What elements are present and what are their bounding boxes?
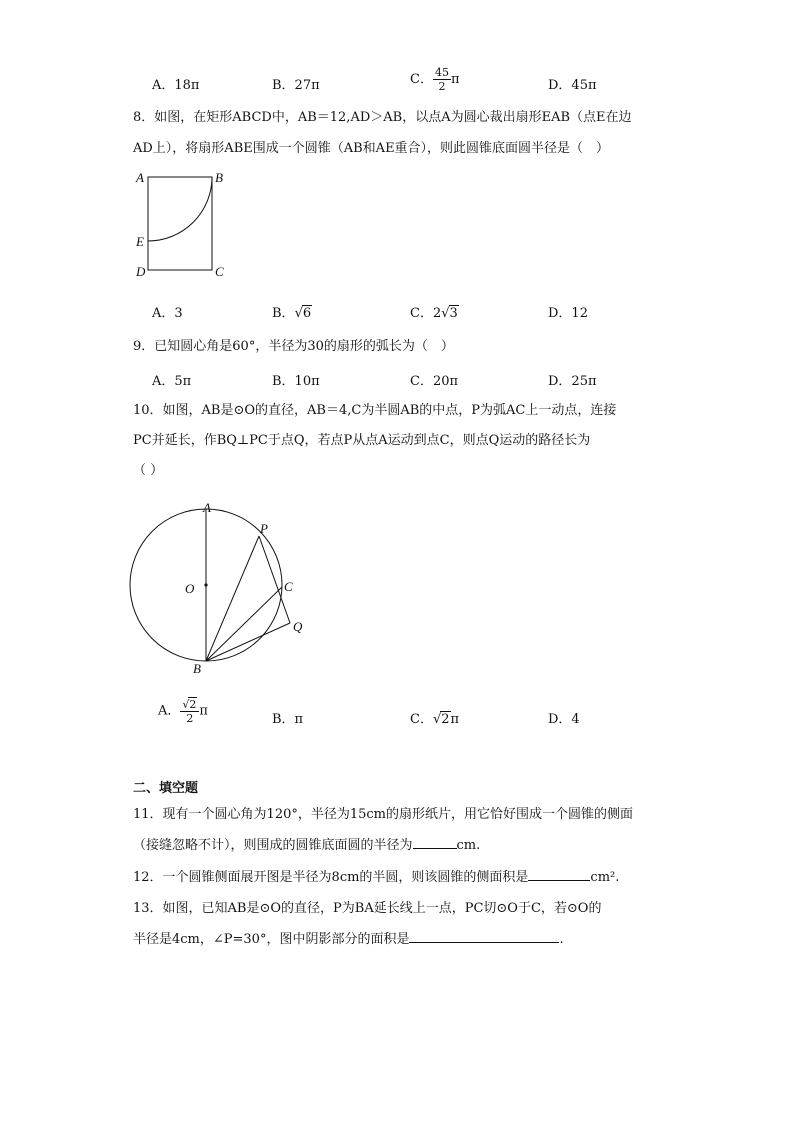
q9-option-d: D．25π <box>548 374 597 389</box>
q11-text-line1: 11．现有一个圆心角为120°，半径为15cm的扇形纸片，用它恰好围成一个圆锥的侧面 <box>133 807 634 822</box>
q10-option-a-radicand: 2 <box>189 698 197 711</box>
q11-text-line2a: （接缝忽略不计），则围成的圆锥底面圆的半径为 <box>133 838 413 853</box>
q8-label-a: A <box>136 170 144 185</box>
q10-option-a-numerator: √2 <box>180 697 199 712</box>
q10-option-a <box>158 697 208 725</box>
q12-text-line1a: 12．一个圆锥侧面展开图是半径为8cm的半圆，则该圆锥的侧面积是 <box>133 870 529 885</box>
q10-label-c: C <box>284 579 293 594</box>
q12-text-line1 <box>133 868 619 888</box>
q13-text-line2 <box>133 930 564 950</box>
q8-option-c-radicand: 3 <box>449 306 458 321</box>
q13-answer-blank[interactable] <box>409 930 559 943</box>
q10-option-b: B．π <box>272 712 304 727</box>
q7-option-c-suffix: π <box>450 72 460 87</box>
q8-label-b: B <box>215 170 223 185</box>
q13-text-line2a: 半径是4cm，∠P=30°，图中阴影部分的面积是 <box>133 932 410 947</box>
q11-text-line2b: cm. <box>456 838 481 853</box>
q10-label-b: B <box>193 661 201 676</box>
q10-text-line3: （ ） <box>133 463 164 478</box>
section-title-fill-in: 二、填空题 <box>133 781 199 796</box>
q8-option-b-label: B． <box>272 306 295 321</box>
q8-rect-abcd <box>148 177 212 270</box>
q8-label-d: D <box>136 264 146 279</box>
q7-option-a: A．18π <box>152 78 200 93</box>
q10-option-c: C．√2π <box>410 712 460 727</box>
q10-text-line1: 10．如图，AB是⊙O的直径，AB＝4,C为半圆AB的中点，P为弧AC上一动点，连接 <box>133 403 617 418</box>
q10-option-a-denominator: 2 <box>186 712 194 725</box>
q9-text-line1: 9．已知圆心角是60°，半径为30的扇形的弧长为（ ） <box>133 339 454 354</box>
q8-option-a: A．3 <box>152 306 183 321</box>
q11-text-line2 <box>133 836 480 856</box>
q10-label-o: O <box>185 581 195 596</box>
q7-option-c-label: C． <box>410 72 433 87</box>
q8-text-line1: 8．如图，在矩形ABCD中，AB＝12,AD＞AB，以点A为圆心裁出扇形EAB（点E在边 <box>133 110 632 125</box>
q10-option-c-label: C． <box>410 712 433 727</box>
q7-option-c-fraction <box>433 66 451 93</box>
q10-segment-bc <box>206 587 282 661</box>
q10-label-q: Q <box>293 619 303 634</box>
q10-segment-bq <box>206 623 290 661</box>
q7-option-c <box>410 66 460 93</box>
q10-option-a-label: A． <box>158 703 181 719</box>
q8-option-b-radicand: 6 <box>302 306 312 321</box>
q8-text-line2: AD上），将扇形ABE围成一个圆锥（AB和AE重合），则此圆锥底面圆半径是（ ） <box>133 141 610 156</box>
q9-option-b: B．10π <box>272 374 320 389</box>
q8-arc-eb <box>148 177 212 241</box>
q13-text-line2b: . <box>559 932 564 947</box>
q10-option-d: D．4 <box>548 712 580 727</box>
q10-option-c-radicand: 2 <box>441 712 450 727</box>
q10-label-a: A <box>203 500 211 515</box>
q10-option-a-fraction <box>180 697 199 725</box>
q9-option-a: A．5π <box>152 374 192 389</box>
q10-text-line2: PC并延长，作BQ⊥PC于点Q，若点P从点A运动到点C，则点Q运动的路径长为 <box>133 433 591 448</box>
q10-option-c-suffix: π <box>450 712 460 727</box>
q12-answer-blank[interactable] <box>528 868 590 881</box>
q13-text-line1: 13．如图，已知AB是⊙O的直径，P为BA延长线上一点，PC切⊙O于C，若⊙O的 <box>133 901 602 916</box>
q11-answer-blank[interactable] <box>413 836 457 849</box>
q9-option-c: C．20π <box>410 374 459 389</box>
q7-option-b: B．27π <box>272 78 320 93</box>
q10-option-a-suffix: π <box>199 703 208 719</box>
q8-option-b: B．√6 <box>272 306 312 321</box>
q8-label-e: E <box>136 234 144 249</box>
q12-text-line1b: cm². <box>590 870 620 885</box>
q8-option-c-label: C．2 <box>410 306 442 321</box>
q10-label-p: P <box>260 521 268 536</box>
q8-label-c: C <box>215 264 224 279</box>
q8-option-d: D．12 <box>548 306 588 321</box>
q7-option-c-denominator: 2 <box>438 80 446 93</box>
q10-segment-bp <box>206 536 259 661</box>
q10-center-o <box>204 583 207 586</box>
q8-option-c: C．2√3 <box>410 306 458 321</box>
q7-option-d: D．45π <box>548 78 597 93</box>
q7-option-c-numerator: 45 <box>434 66 449 79</box>
